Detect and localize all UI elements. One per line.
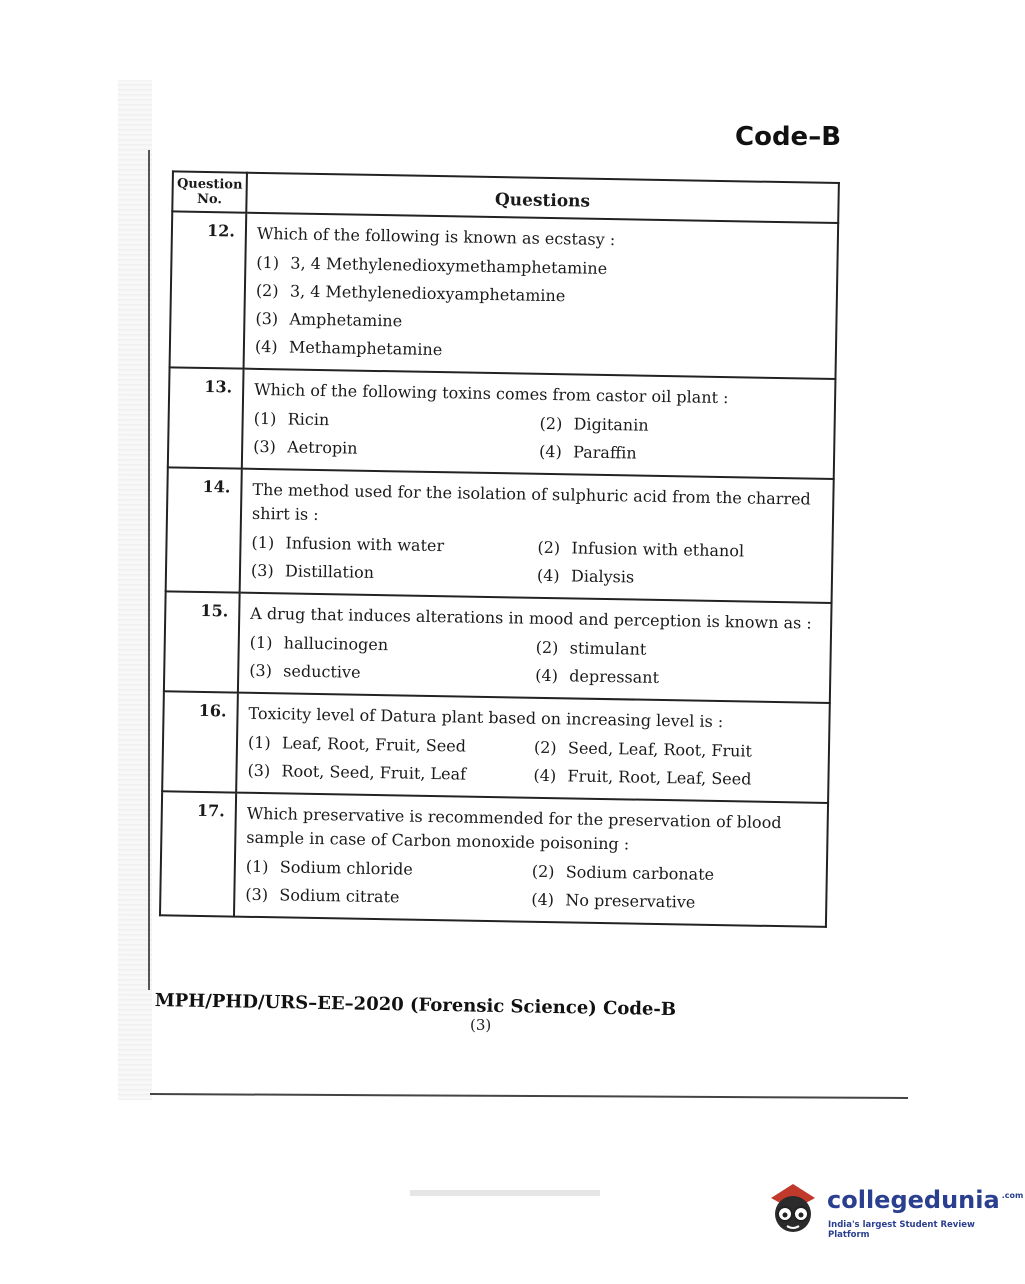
question-stem: Which preservative is recommended for the preservation of blood sample in case of Carbon monoxide poisoning : bbox=[246, 803, 782, 854]
question-stem: Which of the following toxins comes from castor oil plant : bbox=[254, 379, 729, 408]
answer-option bbox=[531, 889, 817, 916]
option-list bbox=[247, 732, 820, 792]
page-bottom-rule bbox=[150, 1093, 908, 1099]
option-number: (3) bbox=[247, 760, 271, 781]
option-number: (4) bbox=[531, 889, 555, 910]
question-number: 16. bbox=[162, 691, 238, 792]
answer-option bbox=[248, 732, 534, 759]
answer-option bbox=[251, 560, 537, 587]
option-text: depressant bbox=[569, 666, 660, 687]
option-text: seductive bbox=[283, 661, 361, 682]
option-number: (2) bbox=[533, 737, 557, 758]
answer-option bbox=[250, 632, 536, 659]
answer-option bbox=[534, 737, 820, 764]
option-text: Infusion with water bbox=[285, 533, 445, 556]
option-text: stimulant bbox=[569, 638, 647, 659]
answer-option bbox=[253, 436, 539, 463]
option-text: Ricin bbox=[287, 409, 330, 430]
brand-tagline: India's largest Student Review Platform bbox=[828, 1220, 975, 1240]
question-body bbox=[234, 793, 828, 927]
option-number: (2) bbox=[531, 861, 555, 882]
option-number: (4) bbox=[533, 765, 557, 786]
option-text: Digitanin bbox=[573, 414, 649, 435]
answer-option bbox=[255, 336, 827, 368]
mascot-icon bbox=[765, 1180, 821, 1238]
option-text: Methamphetamine bbox=[288, 337, 443, 360]
option-text: Seed, Leaf, Root, Fruit bbox=[567, 738, 753, 761]
collegedunia-logo bbox=[765, 1180, 1024, 1240]
question-body bbox=[238, 593, 832, 703]
question-body bbox=[242, 369, 836, 479]
answer-option bbox=[539, 441, 825, 468]
question-row bbox=[170, 211, 839, 379]
answer-option bbox=[247, 760, 533, 787]
answer-option bbox=[533, 765, 819, 792]
option-number: (2) bbox=[255, 280, 279, 301]
option-text: No preservative bbox=[565, 890, 696, 912]
paper-code: Code–B bbox=[735, 122, 842, 152]
option-text: Leaf, Root, Fruit, Seed bbox=[281, 733, 467, 756]
answer-option bbox=[245, 884, 531, 911]
option-text: Sodium chloride bbox=[279, 857, 414, 879]
option-list bbox=[245, 856, 818, 916]
brand-suffix: .com bbox=[1001, 1191, 1024, 1200]
question-stem: Toxicity level of Datura plant based on increasing level is : bbox=[248, 703, 724, 732]
question-number: 14. bbox=[166, 467, 242, 592]
answer-option bbox=[537, 537, 823, 564]
question-stem: Which of the following is known as ecstasy : bbox=[256, 223, 616, 250]
option-text: Aetropin bbox=[287, 437, 358, 458]
question-sheet bbox=[136, 170, 850, 1012]
question-number-header: Question No. bbox=[172, 171, 247, 212]
answer-option bbox=[251, 532, 537, 559]
question-body bbox=[236, 693, 830, 803]
option-number: (3) bbox=[253, 436, 277, 457]
option-text: 3, 4 Methylenedioxymethamphetamine bbox=[290, 253, 608, 278]
question-number: 17. bbox=[160, 791, 236, 916]
option-number: (4) bbox=[535, 665, 559, 686]
question-row bbox=[160, 791, 828, 927]
question-body bbox=[240, 469, 834, 603]
option-number: (1) bbox=[253, 408, 277, 429]
question-rows bbox=[160, 211, 838, 927]
option-number: (1) bbox=[249, 632, 273, 653]
option-text: Sodium carbonate bbox=[565, 862, 715, 884]
option-number: (1) bbox=[256, 252, 280, 273]
option-number: (3) bbox=[249, 660, 273, 681]
option-number: (4) bbox=[254, 336, 278, 357]
option-number: (3) bbox=[250, 560, 274, 581]
option-text: Infusion with ethanol bbox=[571, 538, 745, 561]
question-table bbox=[159, 170, 840, 928]
option-list bbox=[249, 632, 822, 692]
scan-smudge bbox=[410, 1190, 600, 1196]
question-number: 15. bbox=[164, 591, 240, 692]
option-number: (1) bbox=[245, 856, 269, 877]
question-row bbox=[162, 691, 830, 803]
option-text: Fruit, Root, Leaf, Seed bbox=[567, 766, 752, 789]
answer-option bbox=[255, 308, 827, 340]
option-text: Amphetamine bbox=[289, 309, 403, 331]
option-list bbox=[253, 408, 826, 468]
question-row bbox=[168, 367, 836, 479]
option-list bbox=[251, 532, 824, 592]
question-number: 12. bbox=[170, 211, 247, 368]
question-number: 13. bbox=[168, 367, 244, 468]
question-stem: The method used for the isolation of sulphuric acid from the charred shirt is : bbox=[251, 479, 811, 524]
answer-option bbox=[253, 408, 539, 435]
option-text: hallucinogen bbox=[283, 633, 389, 655]
answer-option bbox=[535, 665, 821, 692]
option-text: 3, 4 Methylenedioxyamphetamine bbox=[289, 281, 566, 306]
question-body bbox=[244, 213, 839, 379]
answer-option bbox=[246, 856, 532, 883]
answer-option bbox=[536, 637, 822, 664]
option-number: (3) bbox=[245, 884, 269, 905]
option-text: Distillation bbox=[284, 561, 375, 582]
question-stem: A drug that induces alterations in mood and perception is known as : bbox=[250, 603, 812, 633]
answer-option bbox=[249, 660, 535, 687]
answer-option bbox=[532, 861, 818, 888]
footer-paper-code: MPH/PHD/URS–EE–2020 (Forensic Science) Code-B bbox=[154, 990, 677, 1021]
answer-option bbox=[256, 252, 828, 284]
option-number: (1) bbox=[251, 532, 275, 553]
option-number: (2) bbox=[537, 537, 561, 558]
option-number: (3) bbox=[255, 308, 279, 329]
answer-option bbox=[256, 280, 828, 312]
option-text: Sodium citrate bbox=[279, 885, 400, 907]
page-number: (3) bbox=[470, 1016, 492, 1034]
option-list bbox=[255, 252, 829, 368]
option-number: (2) bbox=[535, 637, 559, 658]
option-number: (2) bbox=[539, 413, 563, 434]
option-text: Root, Seed, Fruit, Leaf bbox=[281, 761, 467, 784]
answer-option bbox=[539, 413, 825, 440]
option-number: (4) bbox=[536, 565, 560, 586]
brand-name: collegedunia $^{.com}$ bbox=[827, 1186, 1024, 1214]
questions-header: Questions bbox=[246, 173, 839, 223]
option-text: Dialysis bbox=[570, 566, 635, 587]
question-row bbox=[166, 467, 834, 603]
option-number: (1) bbox=[247, 732, 271, 753]
answer-option bbox=[537, 565, 823, 592]
option-text: Paraffin bbox=[572, 442, 637, 463]
question-row bbox=[164, 591, 832, 703]
option-number: (4) bbox=[538, 441, 562, 462]
